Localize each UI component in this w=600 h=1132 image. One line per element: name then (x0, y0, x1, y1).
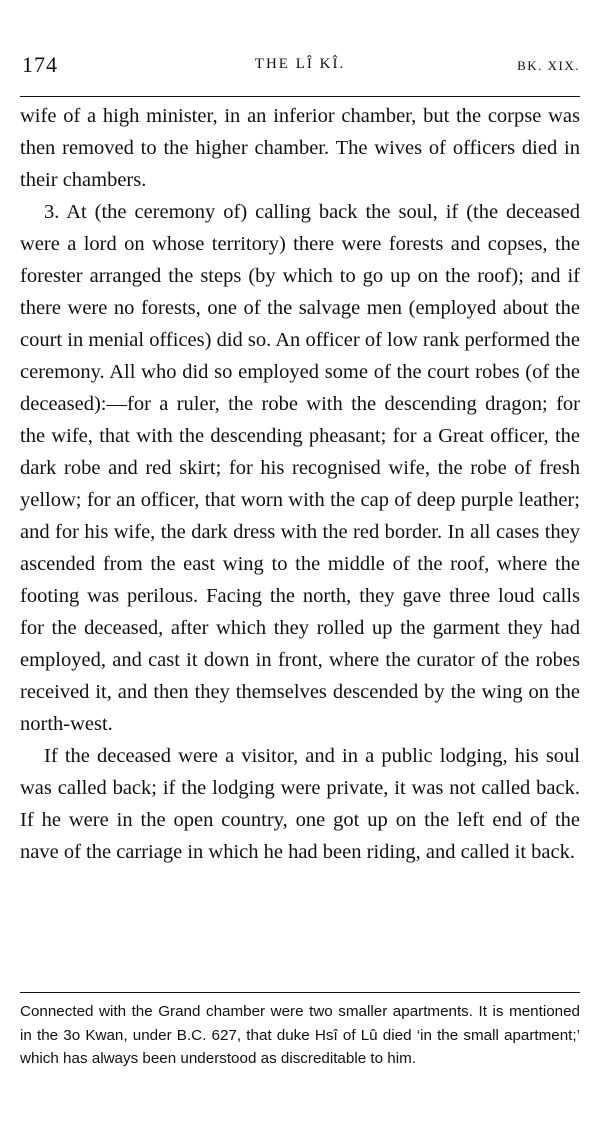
paragraph-visitor: If the deceased were a visitor, and in a public lodging, his soul was called back; if the lodging were private, it was not called back. If he were in the open country, one got up on the left end of the nave of the carriage in which he had been riding, and called it back. (20, 745, 580, 863)
header-rule (20, 96, 580, 97)
paragraph-section-3: 3. At (the ceremony of) calling back the soul, if (the deceased were a lord on whose territory) there were forests and copses, the forester arranged the steps (by which to go up on the roof); and if there were no forests, one of the salvage men (employed about the court in menial offices) did so. An officer of low rank performed the ceremony. All who did so employed some of the court robes (of the deceased):—for a ruler, the robe with the descending dragon; for the wife, that with the descending pheasant; for a Great officer, the dark robe and red skirt; for his recognised wife, the robe of fresh yellow; for an officer, that worn with the cap of deep purple leather; and for his wife, the dark dress with the red border. In all cases they ascended from the east wing to the middle of the roof, where the footing was perilous. Facing the north, they gave three loud calls for the deceased, after which they rolled up the garment they had employed, and cast it down in front, where the curator of the robes received it, and then they themselves descended by the wing on the north-west. (20, 201, 580, 735)
running-head (20, 52, 580, 78)
page-number: 174 (22, 52, 58, 77)
footnote-rule (20, 992, 580, 993)
paragraph-continued: wife of a high minister, in an inferior chamber, but the corpse was then removed to the higher chamber. The wives of officers died in their chambers. (20, 105, 580, 191)
footnote-text: Connected with the Grand chamber were two smaller apartments. It is mentioned in the 3o Kwan, under B.C. 627, that duke Hsî of Lû died ‘in the small apartment;’ which has always been understood as discreditable to him. (20, 1003, 580, 1067)
body-text (20, 100, 580, 868)
running-title: THE LÎ KÎ. (254, 56, 346, 72)
book-label: BK. XIX. (517, 58, 580, 73)
book-page (20, 0, 580, 1132)
footnote (20, 1000, 580, 1071)
